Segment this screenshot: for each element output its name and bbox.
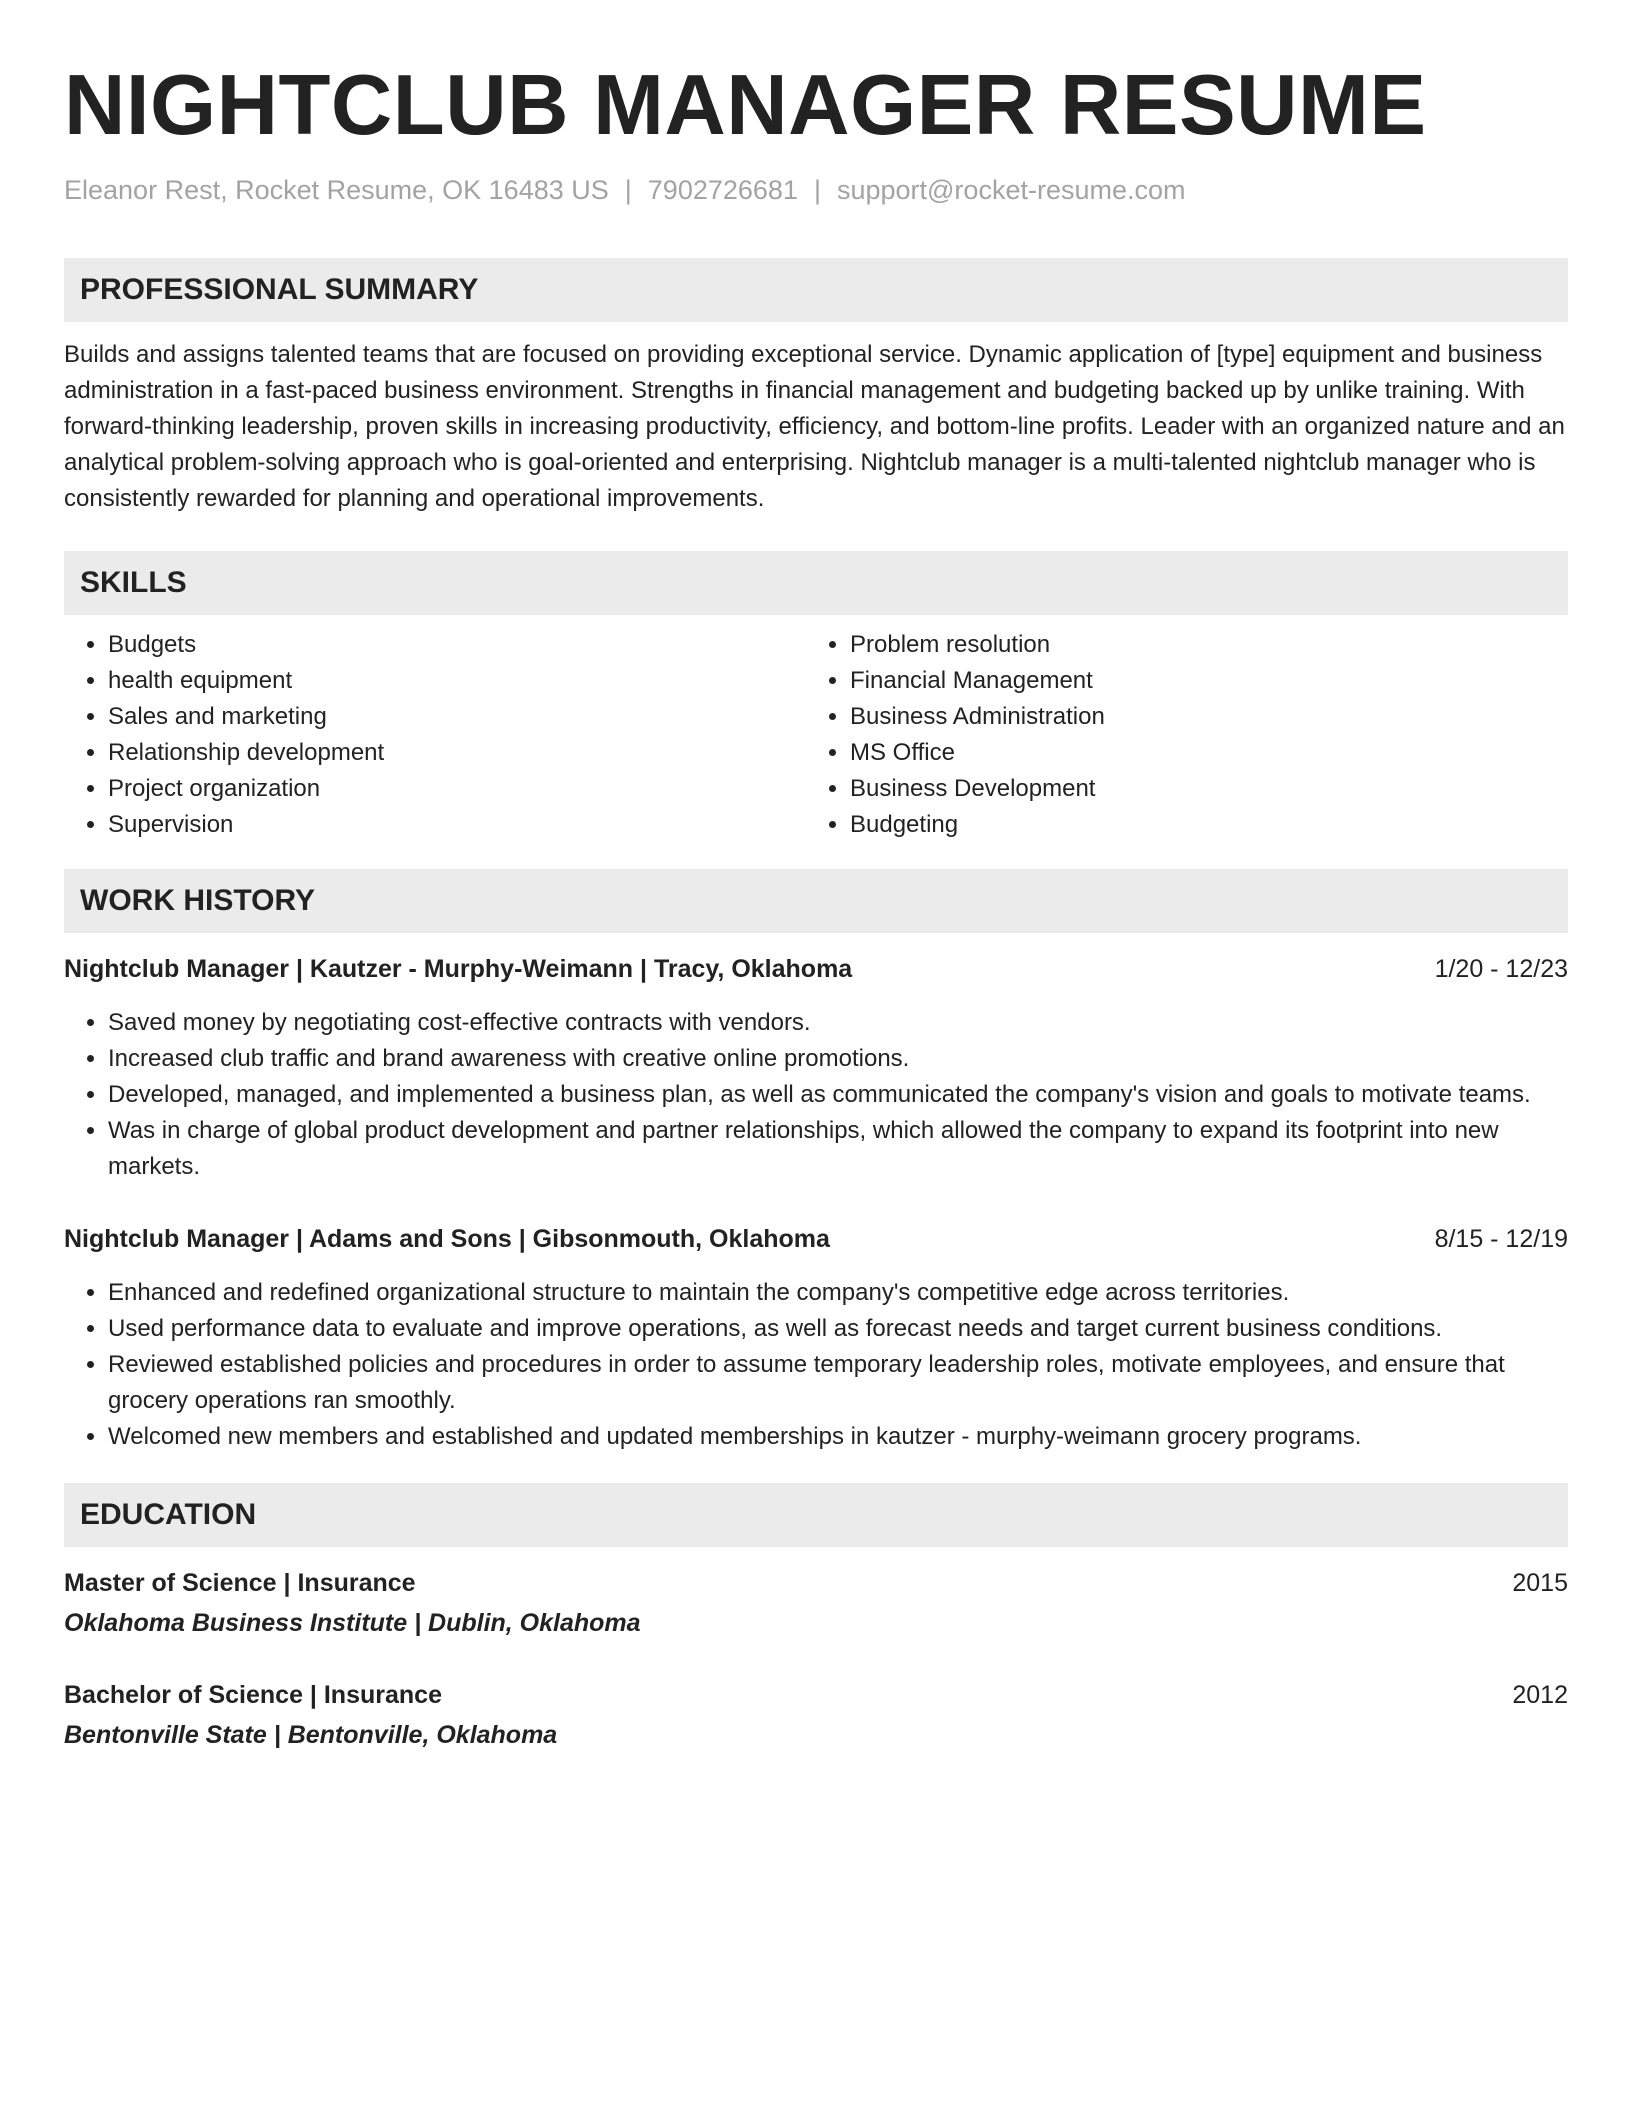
degree: Bachelor of Science | Insurance bbox=[64, 1681, 442, 1709]
summary-text: Builds and assigns talented teams that are focused on providing exceptional service. Dynamic application of [type] equipment and business administration in a fast-paced business environment. Strengths in financial management and budgeting backed up by unlike training. With forward-thinking leadership, proven skills in increasing productivity, efficiency, and bottom-line profits. Leader with an organized nature and an analytical problem-solving approach who is goal-oriented and enterprising. Nightclub manager is a multi-talented nightclub manager who is consistently rewarded for planning and operational improvements. bbox=[64, 341, 1565, 512]
skill-item: • Budgeting bbox=[850, 807, 1548, 843]
job-bullet: • Saved money by negotiating cost-effective contracts with vendors. bbox=[108, 1005, 1568, 1041]
job-bullet: • Enhanced and redefined organizational structure to maintain the company's competitive edge across territories. bbox=[108, 1275, 1568, 1311]
skill-item: • Financial Management bbox=[850, 663, 1548, 699]
job-title: Nightclub Manager | Kautzer - Murphy-Weimann | Tracy, Oklahoma bbox=[64, 955, 853, 983]
job-bullet: • Reviewed established policies and procedures in order to assume temporary leadership roles, motivate employees, and ensure that grocery operations ran smoothly. bbox=[108, 1347, 1568, 1419]
degree: Master of Science | Insurance bbox=[64, 1569, 416, 1597]
contact-separator: | bbox=[813, 175, 821, 205]
job-entry bbox=[64, 1221, 1568, 1455]
job-dates: 8/15 - 12/19 bbox=[1434, 1225, 1568, 1253]
job-title: Nightclub Manager | Adams and Sons | Gibsonmouth, Oklahoma bbox=[64, 1225, 830, 1253]
skill-item: • Budgets bbox=[108, 627, 806, 663]
job-bullets bbox=[64, 1275, 1568, 1455]
graduation-year: 2015 bbox=[1512, 1569, 1568, 1597]
education-heading: EDUCATION bbox=[64, 1483, 1568, 1547]
contact-email: support@rocket-resume.com bbox=[836, 175, 1186, 205]
job-bullet: • Developed, managed, and implemented a business plan, as well as communicated the company's vision and goals to motivate teams. bbox=[108, 1077, 1568, 1113]
skill-item: • health equipment bbox=[108, 663, 806, 699]
contact-separator: | bbox=[624, 175, 632, 205]
education-entry bbox=[64, 1677, 1568, 1753]
skill-item: • Problem resolution bbox=[850, 627, 1548, 663]
skill-item: • Sales and marketing bbox=[108, 699, 806, 735]
job-bullet: • Welcomed new members and established and updated memberships in kautzer - murphy-weimann grocery programs. bbox=[108, 1419, 1568, 1455]
job-dates: 1/20 - 12/23 bbox=[1434, 955, 1568, 983]
job-header bbox=[64, 1221, 1568, 1257]
job-bullet: • Was in charge of global product development and partner relationships, which allowed the company to expand its footprint into new markets. bbox=[108, 1113, 1568, 1185]
job-bullet: • Increased club traffic and brand awareness with creative online promotions. bbox=[108, 1041, 1568, 1077]
graduation-year: 2012 bbox=[1512, 1681, 1568, 1709]
summary-heading: PROFESSIONAL SUMMARY bbox=[64, 258, 1568, 322]
skill-item: • Relationship development bbox=[108, 735, 806, 771]
skill-item: • Business Administration bbox=[850, 699, 1548, 735]
skill-item: • Supervision bbox=[108, 807, 806, 843]
work-history-heading: WORK HISTORY bbox=[64, 869, 1568, 933]
skill-item: • Business Development bbox=[850, 771, 1548, 807]
skills-column-right bbox=[806, 627, 1548, 843]
contact-line bbox=[64, 172, 1568, 208]
contact-address: Eleanor Rest, Rocket Resume, OK 16483 US bbox=[64, 175, 609, 205]
contact-phone: 7902726681 bbox=[647, 175, 798, 205]
school-name: Bentonville State | Bentonville, Oklahoma bbox=[64, 1721, 558, 1749]
education-entry bbox=[64, 1565, 1568, 1641]
education-header bbox=[64, 1565, 1568, 1601]
job-bullet: • Used performance data to evaluate and improve operations, as well as forecast needs and target current business conditions. bbox=[108, 1311, 1568, 1347]
skill-item: • MS Office bbox=[850, 735, 1548, 771]
job-header bbox=[64, 951, 1568, 987]
education-header bbox=[64, 1677, 1568, 1713]
page-title: NIGHTCLUB MANAGER RESUME bbox=[64, 58, 1427, 153]
skills-list bbox=[64, 627, 1568, 843]
skills-column-left bbox=[64, 627, 806, 843]
school-name: Oklahoma Business Institute | Dublin, Oklahoma bbox=[64, 1609, 641, 1637]
skills-heading: SKILLS bbox=[64, 551, 1568, 615]
job-bullets bbox=[64, 1005, 1568, 1185]
skill-item: • Project organization bbox=[108, 771, 806, 807]
job-entry bbox=[64, 951, 1568, 1185]
